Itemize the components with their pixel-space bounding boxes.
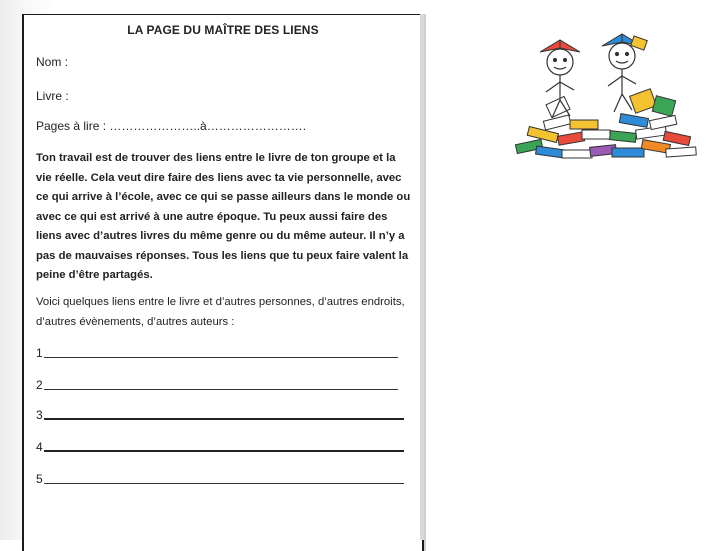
answer-underline [44, 357, 398, 358]
answer-number: 4 [36, 440, 43, 454]
answer-underline [44, 389, 398, 390]
answer-number: 3 [36, 408, 43, 422]
pages-label: Pages à lire : …………………..à……………………. [36, 119, 307, 133]
answer-number: 2 [36, 378, 43, 392]
answer-underline [44, 418, 404, 420]
page-shadow [420, 14, 424, 540]
answer-underline [44, 483, 404, 484]
answer-line-2[interactable] [36, 377, 398, 391]
answer-line-5[interactable] [36, 471, 404, 485]
answer-number: 1 [36, 346, 43, 360]
worksheet-title: LA PAGE DU MAÎTRE DES LIENS [127, 23, 319, 37]
answer-line-4[interactable] [36, 439, 404, 453]
answer-line-1[interactable] [36, 345, 398, 359]
book-label: Livre : [36, 89, 69, 103]
instructions-text: Ton travail est de trouver des liens entre le livre de ton groupe et la vie réelle. Cela veut dire faire des liens avec ta vie personnelle, avec ce qui arrive à l’école, avec ce qui se passe ailleurs dans le monde ou avec ce qui est arrivé à une autre époque. Tu peux aussi faire des liens avec d’autres livres du même genre ou du même auteur. Il n’y a pas de mauvaises réponses. Tous les liens que tu peux faire valent la peine d’être partagés. [36, 152, 411, 281]
children-reading-books-icon [508, 30, 704, 170]
answer-number: 5 [36, 472, 43, 486]
name-label: Nom : [36, 55, 69, 69]
prompt-text: Voici quelques liens entre le livre et d’autres personnes, d’autres endroits, d’autres évènements, d’autres auteurs : [36, 296, 405, 328]
answer-line-3[interactable] [36, 407, 404, 421]
answer-underline [44, 450, 404, 452]
worksheet-page [22, 14, 424, 551]
